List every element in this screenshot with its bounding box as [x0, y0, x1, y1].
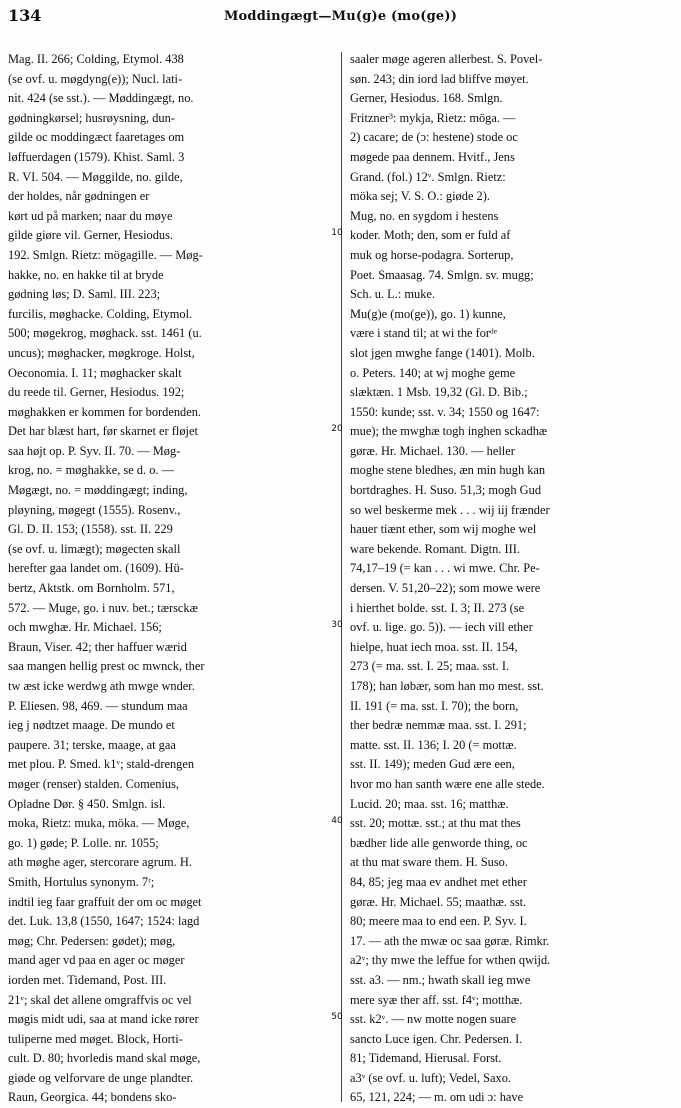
text-line: Gl. D. II. 153; (1558). sst. II. 229: [8, 522, 173, 537]
text-line: 17. — ath the mwæ oc saa gøræ. Rimkr.: [350, 933, 550, 948]
text-line: bædher lide alle genworde thing, oc: [350, 835, 528, 850]
text-line: sancto Luce igen. Chr. Pedersen. I.: [350, 1031, 523, 1046]
text-line: moghe stene bledhes, æn min hugh kan: [350, 463, 546, 478]
page-header: [0, 0, 681, 40]
text-line: cult. D. 80; hvorledis mand skal møge,: [8, 1051, 201, 1066]
line-marker-10: 10: [331, 228, 343, 238]
text-line: muk og horse-podagra. Sorterup,: [350, 247, 514, 262]
text-line: saa højt op. P. Syv. II. 70. — Møg-: [8, 443, 181, 458]
text-line: Fritzner³: mykja, Rietz: möga. —: [350, 110, 516, 125]
text-line: P. Eliesen. 98, 469. — stundum maa: [8, 698, 188, 713]
text-line: Sch. u. L.: muke.: [350, 287, 436, 302]
text-line: hvor mo han santh wære ene alle stede.: [350, 776, 545, 791]
text-line: sst. 20; mottæ. sst.; at thu mat thes: [350, 816, 521, 831]
text-line: ovf. u. lige. go. 5)). — iech vill ether: [350, 620, 533, 635]
text-line: Møgægt, no. = møddingægt; inding,: [8, 483, 188, 498]
text-line: at thu mat sware them. H. Suso.: [350, 855, 508, 870]
text-line: indtil ieg faar graffuit der om oc møget: [8, 894, 202, 909]
text-line: tuliperne med møget. Block, Horti-: [8, 1031, 183, 1046]
text-line: gødningkørsel; husrøysning, dun-: [8, 110, 175, 125]
text-line: moka, Rietz: muka, möka. — Møge,: [8, 816, 190, 831]
text-line: 84, 85; jeg maa ev andhet met ether: [350, 874, 527, 889]
text-line: 1550: kunde; sst. v. 34; 1550 og 1647:: [350, 404, 540, 419]
text-line: Det har blæst hart, før skarnet er fløjet: [8, 424, 198, 439]
text-line: bertz, Aktstk. om Bornholm. 571,: [8, 581, 175, 596]
text-line: go. 1) gøde; P. Lolle. nr. 1055;: [8, 835, 159, 850]
text-line: 2) cacare; de (ɔ: hestene) stode oc: [350, 130, 518, 145]
text-line: giøde og velforvare de unge plandter.: [8, 1070, 194, 1085]
text-line: gøræ. Hr. Michael. 55; maathæ. sst.: [350, 894, 527, 909]
text-line: furcilis, møghacke. Colding, Etymol.: [8, 306, 193, 321]
text-line: være i stand til; at wi the forᵈᵉ: [350, 326, 498, 341]
text-line: ther bedræ nemmæ maa. sst. I. 291;: [350, 718, 527, 733]
text-line: 65, 121, 224; — m. om udi ɔ: have: [350, 1090, 524, 1105]
text-line: Oeconomia. I. 11; møghacker skalt: [8, 365, 182, 380]
text-line: saa mangen hellig prest oc mwnck, ther: [8, 659, 205, 674]
text-line: kørt ud på marken; naar du møye: [8, 208, 173, 223]
text-line: nit. 424 (se sst.). — Møddingægt, no.: [8, 91, 194, 106]
text-line: møghakken er kommen for bordenden.: [8, 404, 202, 419]
column-divider: [341, 52, 342, 1102]
text-line: Mu(g)e (mo(ge)), go. 1) kunne,: [350, 306, 506, 321]
text-line: bortdraghes. H. Suso. 51,3; mogh Gud: [350, 483, 542, 498]
text-line: ieg j nødtzet maage. De mundo et: [8, 718, 175, 733]
text-line: Gerner, Hesiodus. 168. Smlgn.: [350, 91, 503, 106]
text-line: matte. sst. II. 136; I. 20 (= mottæ.: [350, 737, 517, 752]
text-line: gødning løs; D. Saml. III. 223;: [8, 287, 161, 302]
text-line: möka sej; V. S. O.: giøde 2).: [350, 189, 490, 204]
line-marker-40: 40: [331, 816, 343, 826]
text-line: Raun, Georgica. 44; bondens sko-: [8, 1090, 177, 1105]
running-title: Moddingægt—Mu(g)e (mo(ge)): [223, 9, 458, 24]
text-line: møger (renser) stalden. Comenius,: [8, 776, 180, 791]
text-line: slæktæn. 1 Msb. 19,32 (Gl. D. Bib.;: [350, 385, 528, 400]
text-line: och mwghæ. Hr. Michael. 156;: [8, 620, 162, 635]
text-line: 21ᵛ; skal det allene omgraffvis oc vel: [8, 992, 192, 1007]
text-line: gilde oc moddingæct faaretages om: [8, 130, 185, 145]
text-line: 500; møgekrog, møghack. sst. 1461 (u.: [8, 326, 202, 341]
text-line: pløyning, møgegt (1555). Rosenv.,: [8, 502, 181, 517]
text-line: 192. Smlgn. Rietz: mögagille. — Møg-: [8, 247, 203, 262]
text-line: gilde giøre vil. Gerner, Hesiodus.: [8, 228, 174, 243]
text-line: (se ovf. u. limægt); møgecten skall: [8, 541, 181, 556]
text-line: 81; Tidemand, Hierusal. Forst.: [350, 1051, 502, 1066]
text-line: paupere. 31; terske, maage, at gaa: [8, 737, 176, 752]
text-line: 572. — Muge, go. i nuv. bet.; tærsckæ: [8, 600, 198, 615]
line-marker-30: 30: [331, 620, 343, 630]
text-line: møgede paa dennem. Hvitf., Jens: [350, 149, 515, 164]
text-line: ware bekende. Romant. Digtn. III.: [350, 541, 520, 556]
text-line: hauer tiænt ether, som wij moghe wel: [350, 522, 537, 537]
text-line: sst. a3. — nm.; hwath skall ieg mwe: [350, 972, 531, 987]
text-line: Mag. II. 266; Colding, Etymol. 438: [8, 52, 184, 66]
text-line: so wel beskerme mek . . . wij iij frænder: [350, 502, 550, 517]
text-line: met plou. P. Smed. k1ᵛ; stald-drengen: [8, 757, 195, 772]
text-line: Mug, no. en sygdom i hestens: [350, 208, 499, 223]
text-line: Braun, Viser. 42; ther haffuer wærid: [8, 639, 187, 654]
text-line: dersen. V. 51,20–22); som mowe were: [350, 581, 541, 596]
text-line: mere syæ ther aff. sst. f4ᵛ; motthæ.: [350, 992, 523, 1007]
text-line: o. Peters. 140; at wj moghe geme: [350, 365, 516, 380]
text-line: løffuerdagen (1579). Khist. Saml. 3: [8, 149, 185, 164]
text-line: herefter gaa landet om. (1609). Hü-: [8, 561, 184, 576]
text-line: sst. k2ᵛ. — nw motte nogen suare: [350, 1012, 517, 1027]
text-line: gøræ. Hr. Michael. 130. — heller: [350, 443, 515, 458]
text-line: søn. 243; din iord lad bliffve møyet.: [350, 71, 529, 86]
line-marker-50: 50: [331, 1012, 343, 1022]
text-line: 273 (= ma. sst. I. 25; maa. sst. I.: [350, 659, 510, 674]
text-line: 178); han løbær, som han mo mest. sst.: [350, 679, 544, 693]
text-line: slot jgen mwghe fange (1401). Molb.: [350, 345, 535, 360]
text-line: Smith, Hortulus synonym. 7ʳ;: [8, 874, 155, 889]
text-line: a2ᵛ; thy mwe the leffue for wthen qwijd.: [350, 953, 551, 968]
text-line: saaler møge ageren allerbest. S. Povel-: [350, 52, 543, 66]
text-line: tw æst icke werdwg ath mwge wnder.: [8, 679, 195, 693]
text-line: sst. II. 149); meden Gud ære een,: [350, 757, 515, 772]
text-line: i hierthet bolde. sst. I. 3; II. 273 (se: [350, 600, 525, 615]
text-line: Grand. (fol.) 12ᵛ. Smlgn. Rietz:: [350, 169, 506, 184]
text-line: møg; Chr. Pedersen: gødet); møg,: [8, 933, 176, 948]
line-marker-20: 20: [331, 424, 343, 434]
text-line: mand ager vd paa en ager oc møger: [8, 953, 185, 968]
text-line: (se ovf. u. møgdyng(e)); Nucl. lati-: [8, 71, 183, 86]
text-line: du reede til. Gerner, Hesiodus. 192;: [8, 385, 185, 400]
text-line: mue); the mwghæ togh inghen sckadhæ: [350, 424, 548, 439]
right-column: [350, 50, 672, 1108]
text-line: det. Luk. 13,8 (1550, 1647; 1524: lagd: [8, 914, 200, 929]
text-line: Lucid. 20; maa. sst. 16; matthæ.: [350, 796, 509, 811]
text-line: hielpe, huat iech moa. sst. II. 154,: [350, 639, 518, 654]
text-line: krog, no. = møghakke, se d. o. —: [8, 463, 174, 478]
page-number: 134: [8, 6, 42, 25]
text-line: 74,17–19 (= kan . . . wi mwe. Chr. Pe-: [350, 561, 540, 576]
text-line: 80; meere maa to end een. P. Syv. I.: [350, 914, 527, 929]
text-line: Poet. Smaasag. 74. Smlgn. sv. mugg;: [350, 267, 534, 282]
text-line: hakke, no. en hakke til at bryde: [8, 267, 164, 282]
text-line: II. 191 (= ma. sst. I. 70); the born,: [350, 698, 519, 713]
text-line: der holdes, når gødningen er: [8, 189, 150, 204]
text-line: R. VI. 504. — Møggilde, no. gilde,: [8, 169, 183, 184]
text-line: ath møghe ager, stercorare agrum. H.: [8, 855, 192, 870]
text-line: møgis midt udi, saa at mand icke rører: [8, 1012, 199, 1027]
left-column: [8, 50, 330, 1108]
text-line: Opladne Dør. § 450. Smlgn. isl.: [8, 796, 166, 811]
text-line: iorden met. Tidemand, Post. III.: [8, 972, 167, 987]
text-line: uncus); møghacker, møgkroge. Holst,: [8, 345, 195, 360]
text-line: koder. Moth; den, som er fuld af: [350, 228, 511, 243]
text-line: a3ᵛ (se ovf. u. luft); Vedel, Saxo.: [350, 1070, 512, 1085]
